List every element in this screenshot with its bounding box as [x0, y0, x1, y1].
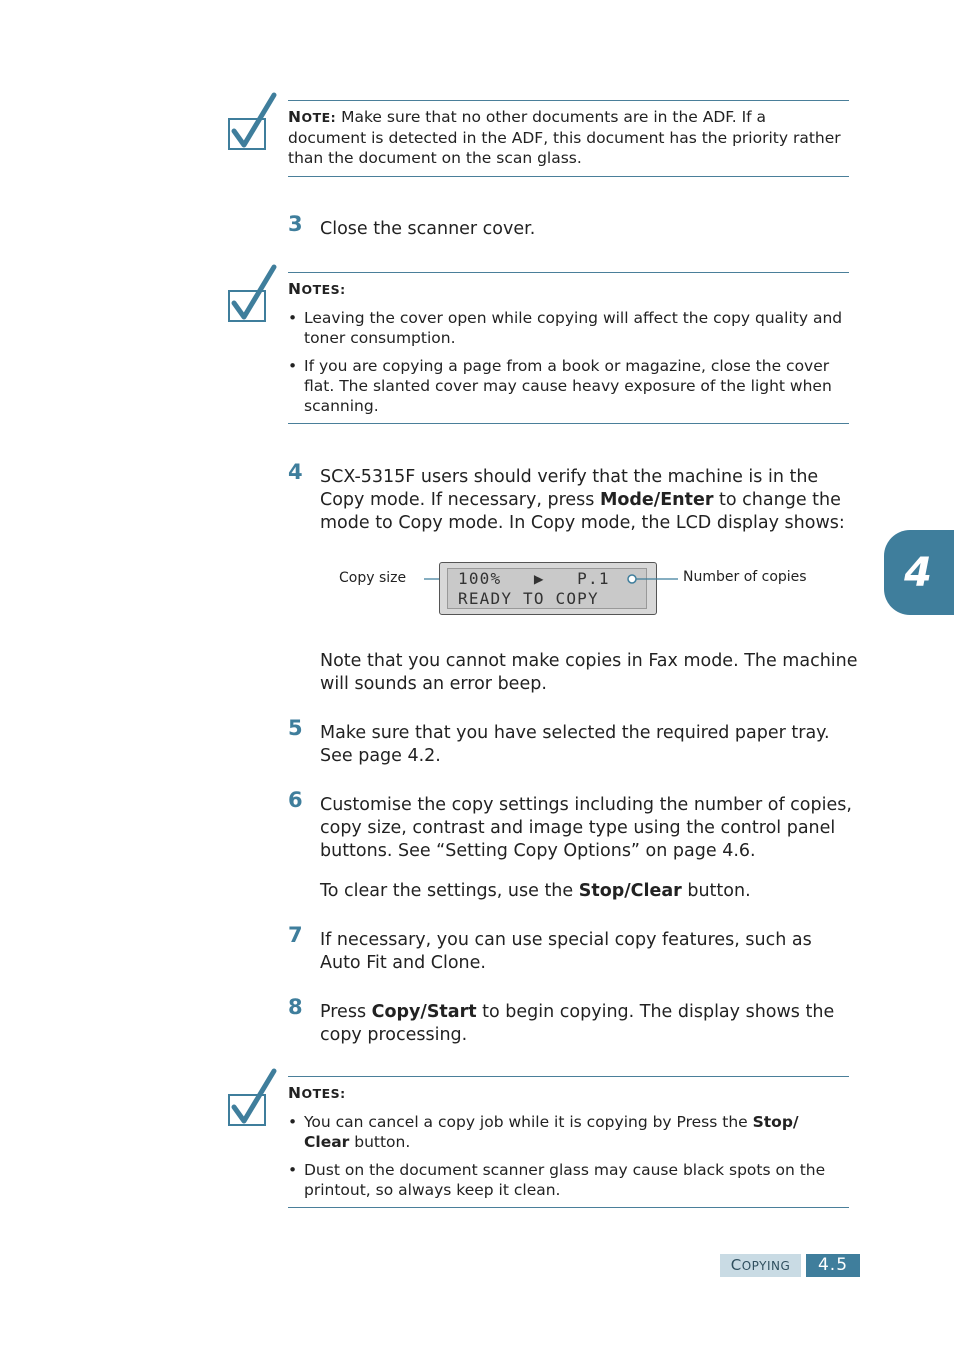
fax-mode-note: Note that you cannot make copies in Fax mode. The machine will sounds an error beep.: [320, 651, 858, 694]
step-number: 4: [288, 460, 303, 484]
step-number: 8: [288, 995, 303, 1019]
lcd-screen: [447, 568, 647, 609]
mode-enter-key: Mode/Enter: [599, 490, 714, 510]
note-box-cover: [288, 272, 849, 424]
step-number: 6: [288, 788, 303, 812]
check-note-icon: [226, 91, 278, 153]
lcd-line-1: 100% ▶ P.1: [458, 569, 610, 588]
note-text: Make sure that no other documents are in the ADF. If a document is detected in the ADF, this document has the priority rather than the document on the scan glass.: [288, 108, 841, 167]
step-text: Close the scanner cover.: [320, 219, 536, 239]
chapter-tab: 4: [884, 530, 954, 615]
step-4: [288, 460, 853, 535]
copy-size-label: Copy size: [339, 570, 407, 586]
note-item: • You can cancel a copy job while it is copying by Press the Stop/ Clear button.: [288, 1112, 849, 1152]
check-note-icon: [226, 1067, 278, 1129]
clear-settings-text: To clear the settings, use the Stop/Clear button.: [320, 881, 751, 901]
note-heading: NOTE:: [288, 108, 337, 126]
note-item: • Dust on the document scanner glass may cause black spots on the printout, so always keep it clean.: [288, 1160, 849, 1200]
step-3: [288, 212, 853, 241]
step-text: If necessary, you can use special copy features, such as Auto Fit and Clone.: [320, 930, 812, 973]
number-of-copies-label: Number of copies: [683, 569, 807, 585]
step-5: [288, 716, 853, 768]
step-6: [288, 788, 853, 863]
step-7: [288, 923, 853, 975]
footer-page-number: 4.5: [806, 1254, 860, 1277]
lcd-line-2: READY TO COPY: [458, 589, 599, 608]
step-text: Press Copy/Start to begin copying. The display shows the copy processing.: [320, 1002, 835, 1045]
step-text: Customise the copy settings including the number of copies, copy size, contrast and image type using the control panel buttons. See “Setting Copy Options” on page 4.6.: [320, 795, 852, 861]
check-note-icon: [226, 263, 278, 325]
footer-section-label: COPYING: [720, 1254, 801, 1277]
note-heading: NOTES:: [288, 1084, 346, 1102]
step-text: SCX-5315F users should verify that the machine is in the Copy mode. If necessary, press Mode/Enter to change the mode to Copy mode. In Copy mode, the LCD display shows:: [320, 467, 845, 533]
note-box-adf: [288, 100, 849, 177]
note-item: • If you are copying a page from a book or magazine, close the cover flat. The slanted cover may cause heavy exposure of the light when scanning.: [288, 356, 849, 416]
copy-start-key: Copy/Start: [371, 1002, 477, 1022]
copies-callout-line: [624, 572, 680, 586]
step-number: 7: [288, 923, 303, 947]
step-text: Make sure that you have selected the required paper tray. See page 4.2.: [320, 723, 830, 766]
note-list: [288, 308, 849, 416]
note-list: [288, 1112, 849, 1200]
step-number: 5: [288, 716, 303, 740]
stop-clear-key: Stop/Clear: [578, 881, 682, 901]
step-8: [288, 995, 853, 1047]
note-item: • Leaving the cover open while copying will affect the copy quality and toner consumption.: [288, 308, 849, 348]
note-heading: NOTES:: [288, 280, 346, 298]
note-box-cancel: [288, 1076, 849, 1208]
lcd-display: [439, 562, 657, 615]
step-number: 3: [288, 212, 303, 236]
